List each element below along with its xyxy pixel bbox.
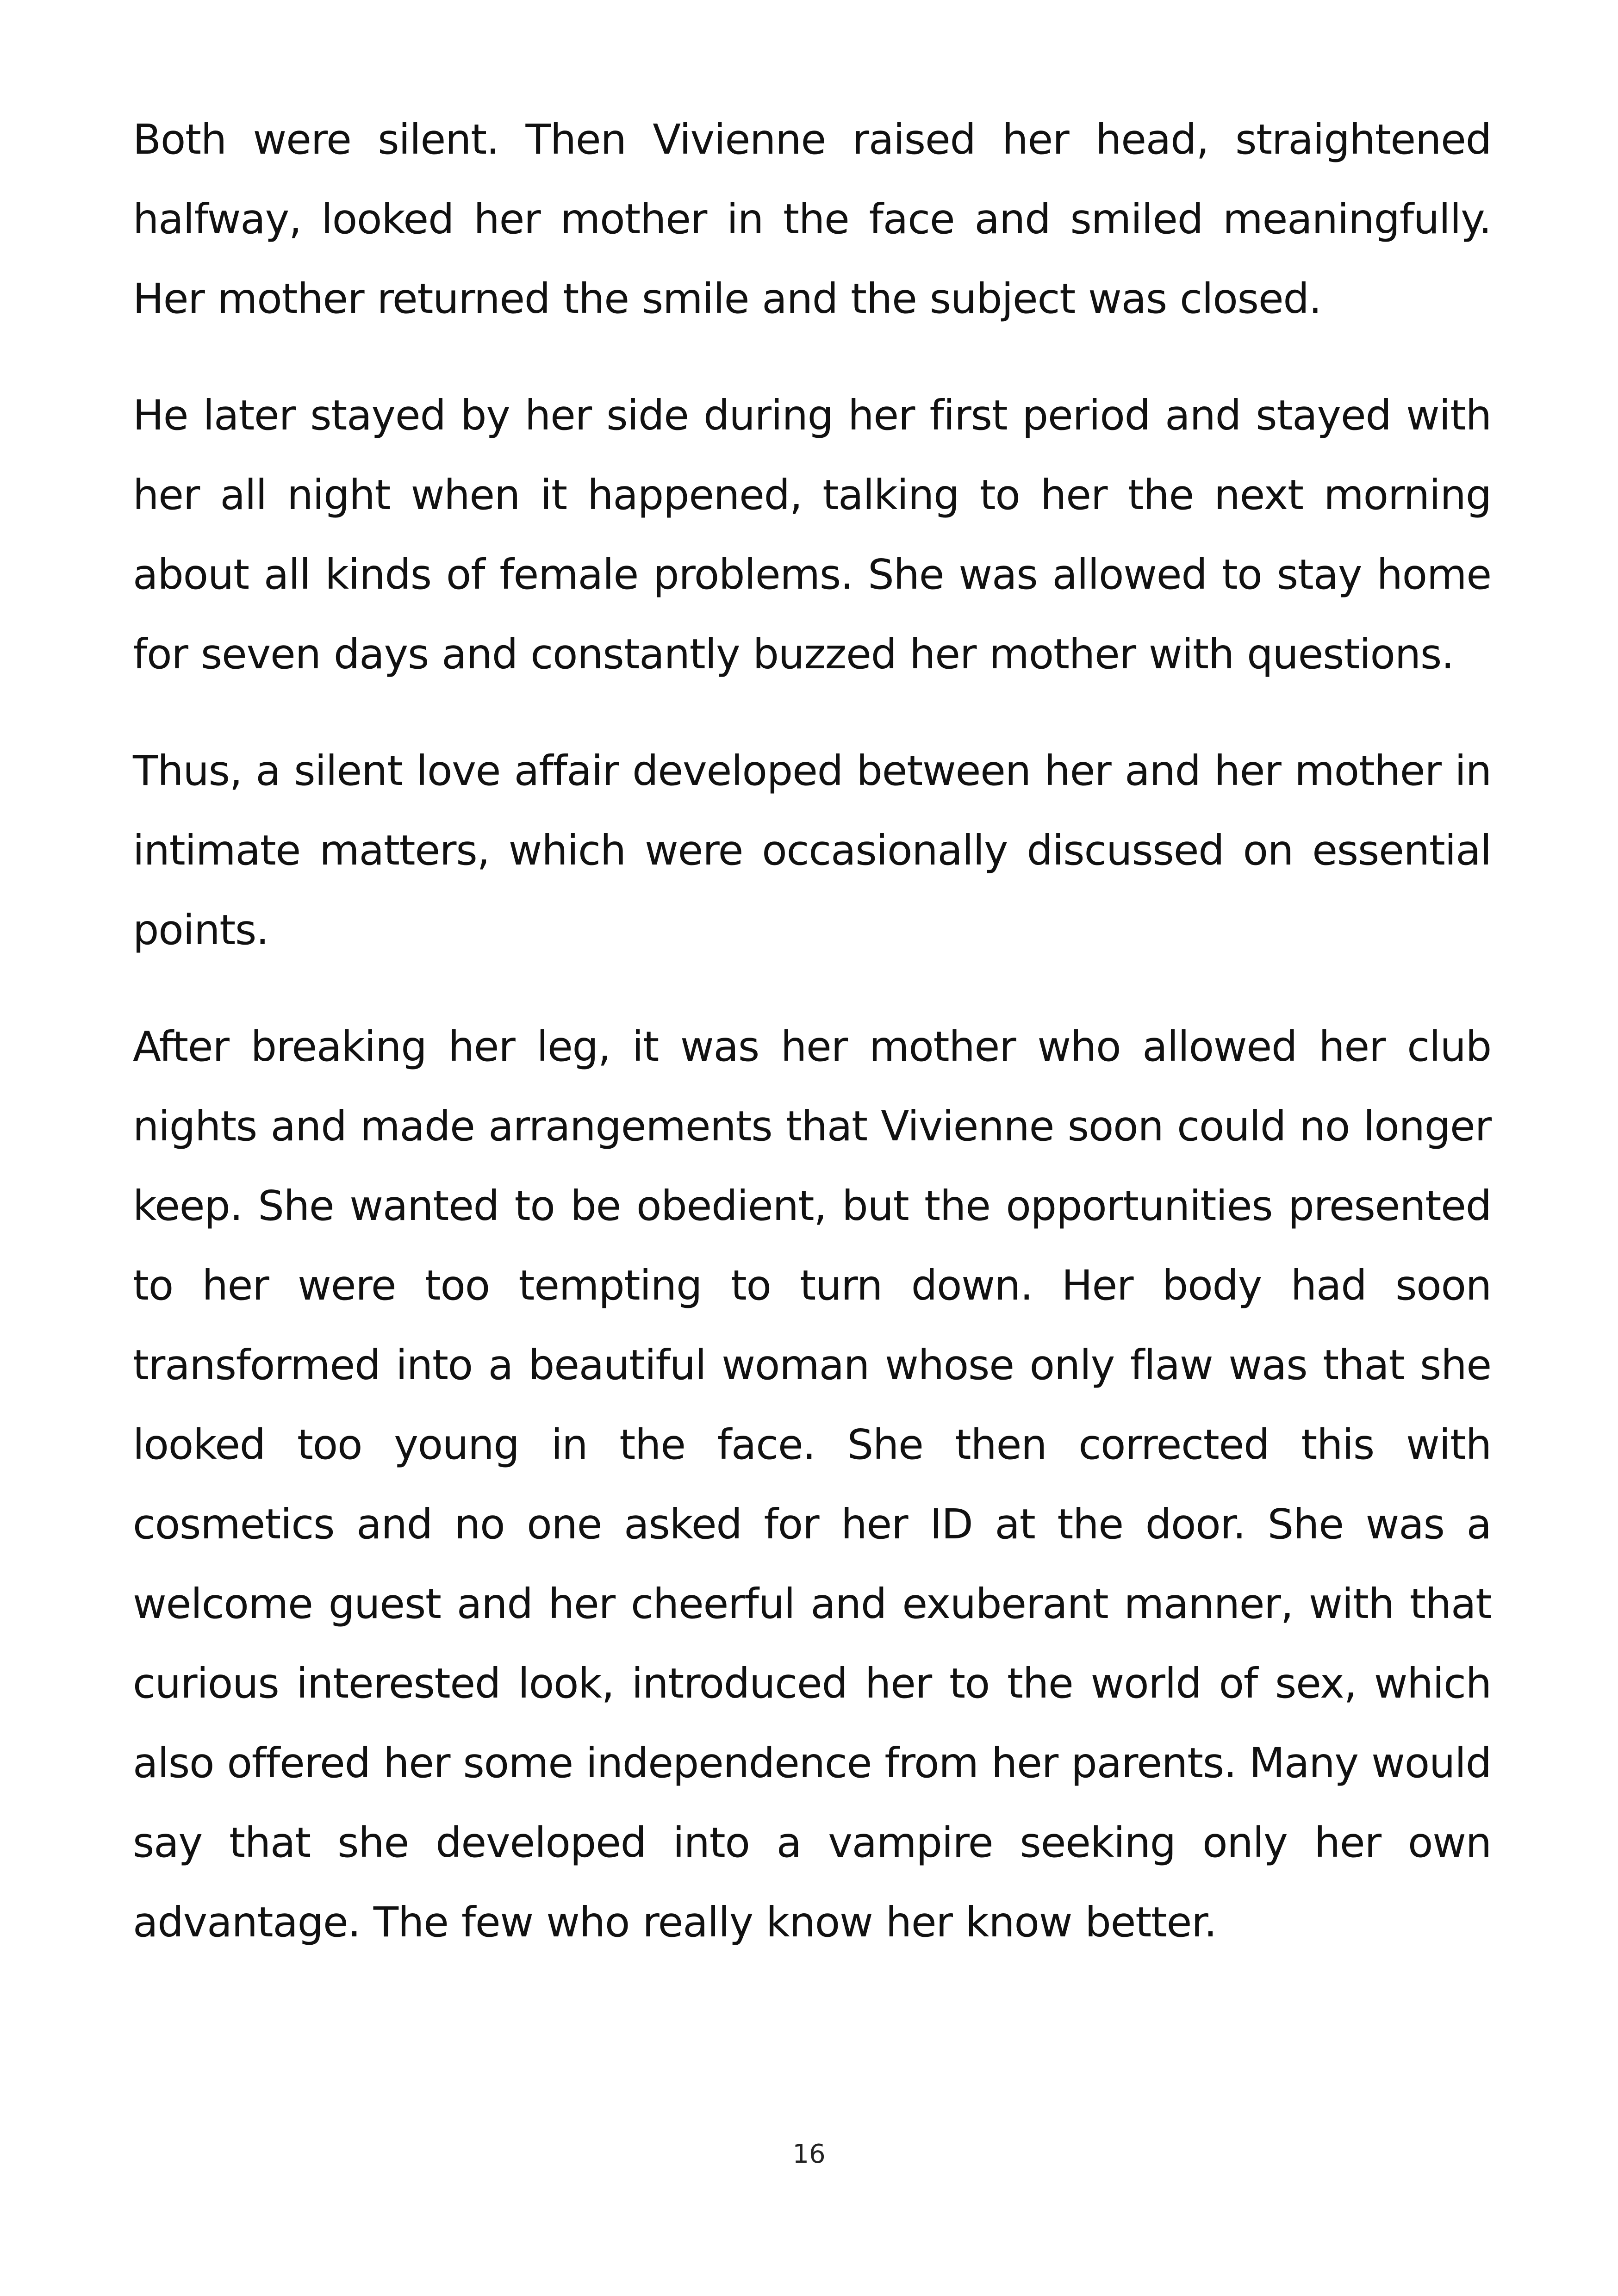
paragraph-1: Both were silent. Then Vivienne raised her head, straightened halfway, looked her mother in the face and smiled meaningfully. Her mother returned the smile and the subject was closed. xyxy=(133,115,1491,323)
body-text xyxy=(133,100,1491,1962)
page-number: 16 xyxy=(792,2139,826,2169)
paragraph-3: Thus, a silent love affair developed between her and her mother in intimate matters, which were occasionally discussed on essential points. xyxy=(133,747,1491,954)
paragraph-4: After breaking her leg, it was her mother who allowed her club nights and made arrangements that Vivienne soon could no longer keep. She wanted to be obedient, but the opportunities presented to her were too tempting to turn down. Her body had soon transformed into a beautiful woman whose only flaw was that she looked too young in the face. She then corrected this with cosmetics and no one asked for her ID at the door. She was a welcome guest and her cheerful and exuberant manner, with that curious interested look, introduced her to the world of sex, which also offered her some independence from her parents. Many would say that she developed into a vampire seeking only her own advantage. The few who really know her know better. xyxy=(133,1022,1491,1946)
paragraph-2: He later stayed by her side during her first period and stayed with her all night when it happened, talking to her the next morning about all kinds of female problems. She was allowed to stay home for seven days and constantly buzzed her mother with questions. xyxy=(133,391,1491,678)
